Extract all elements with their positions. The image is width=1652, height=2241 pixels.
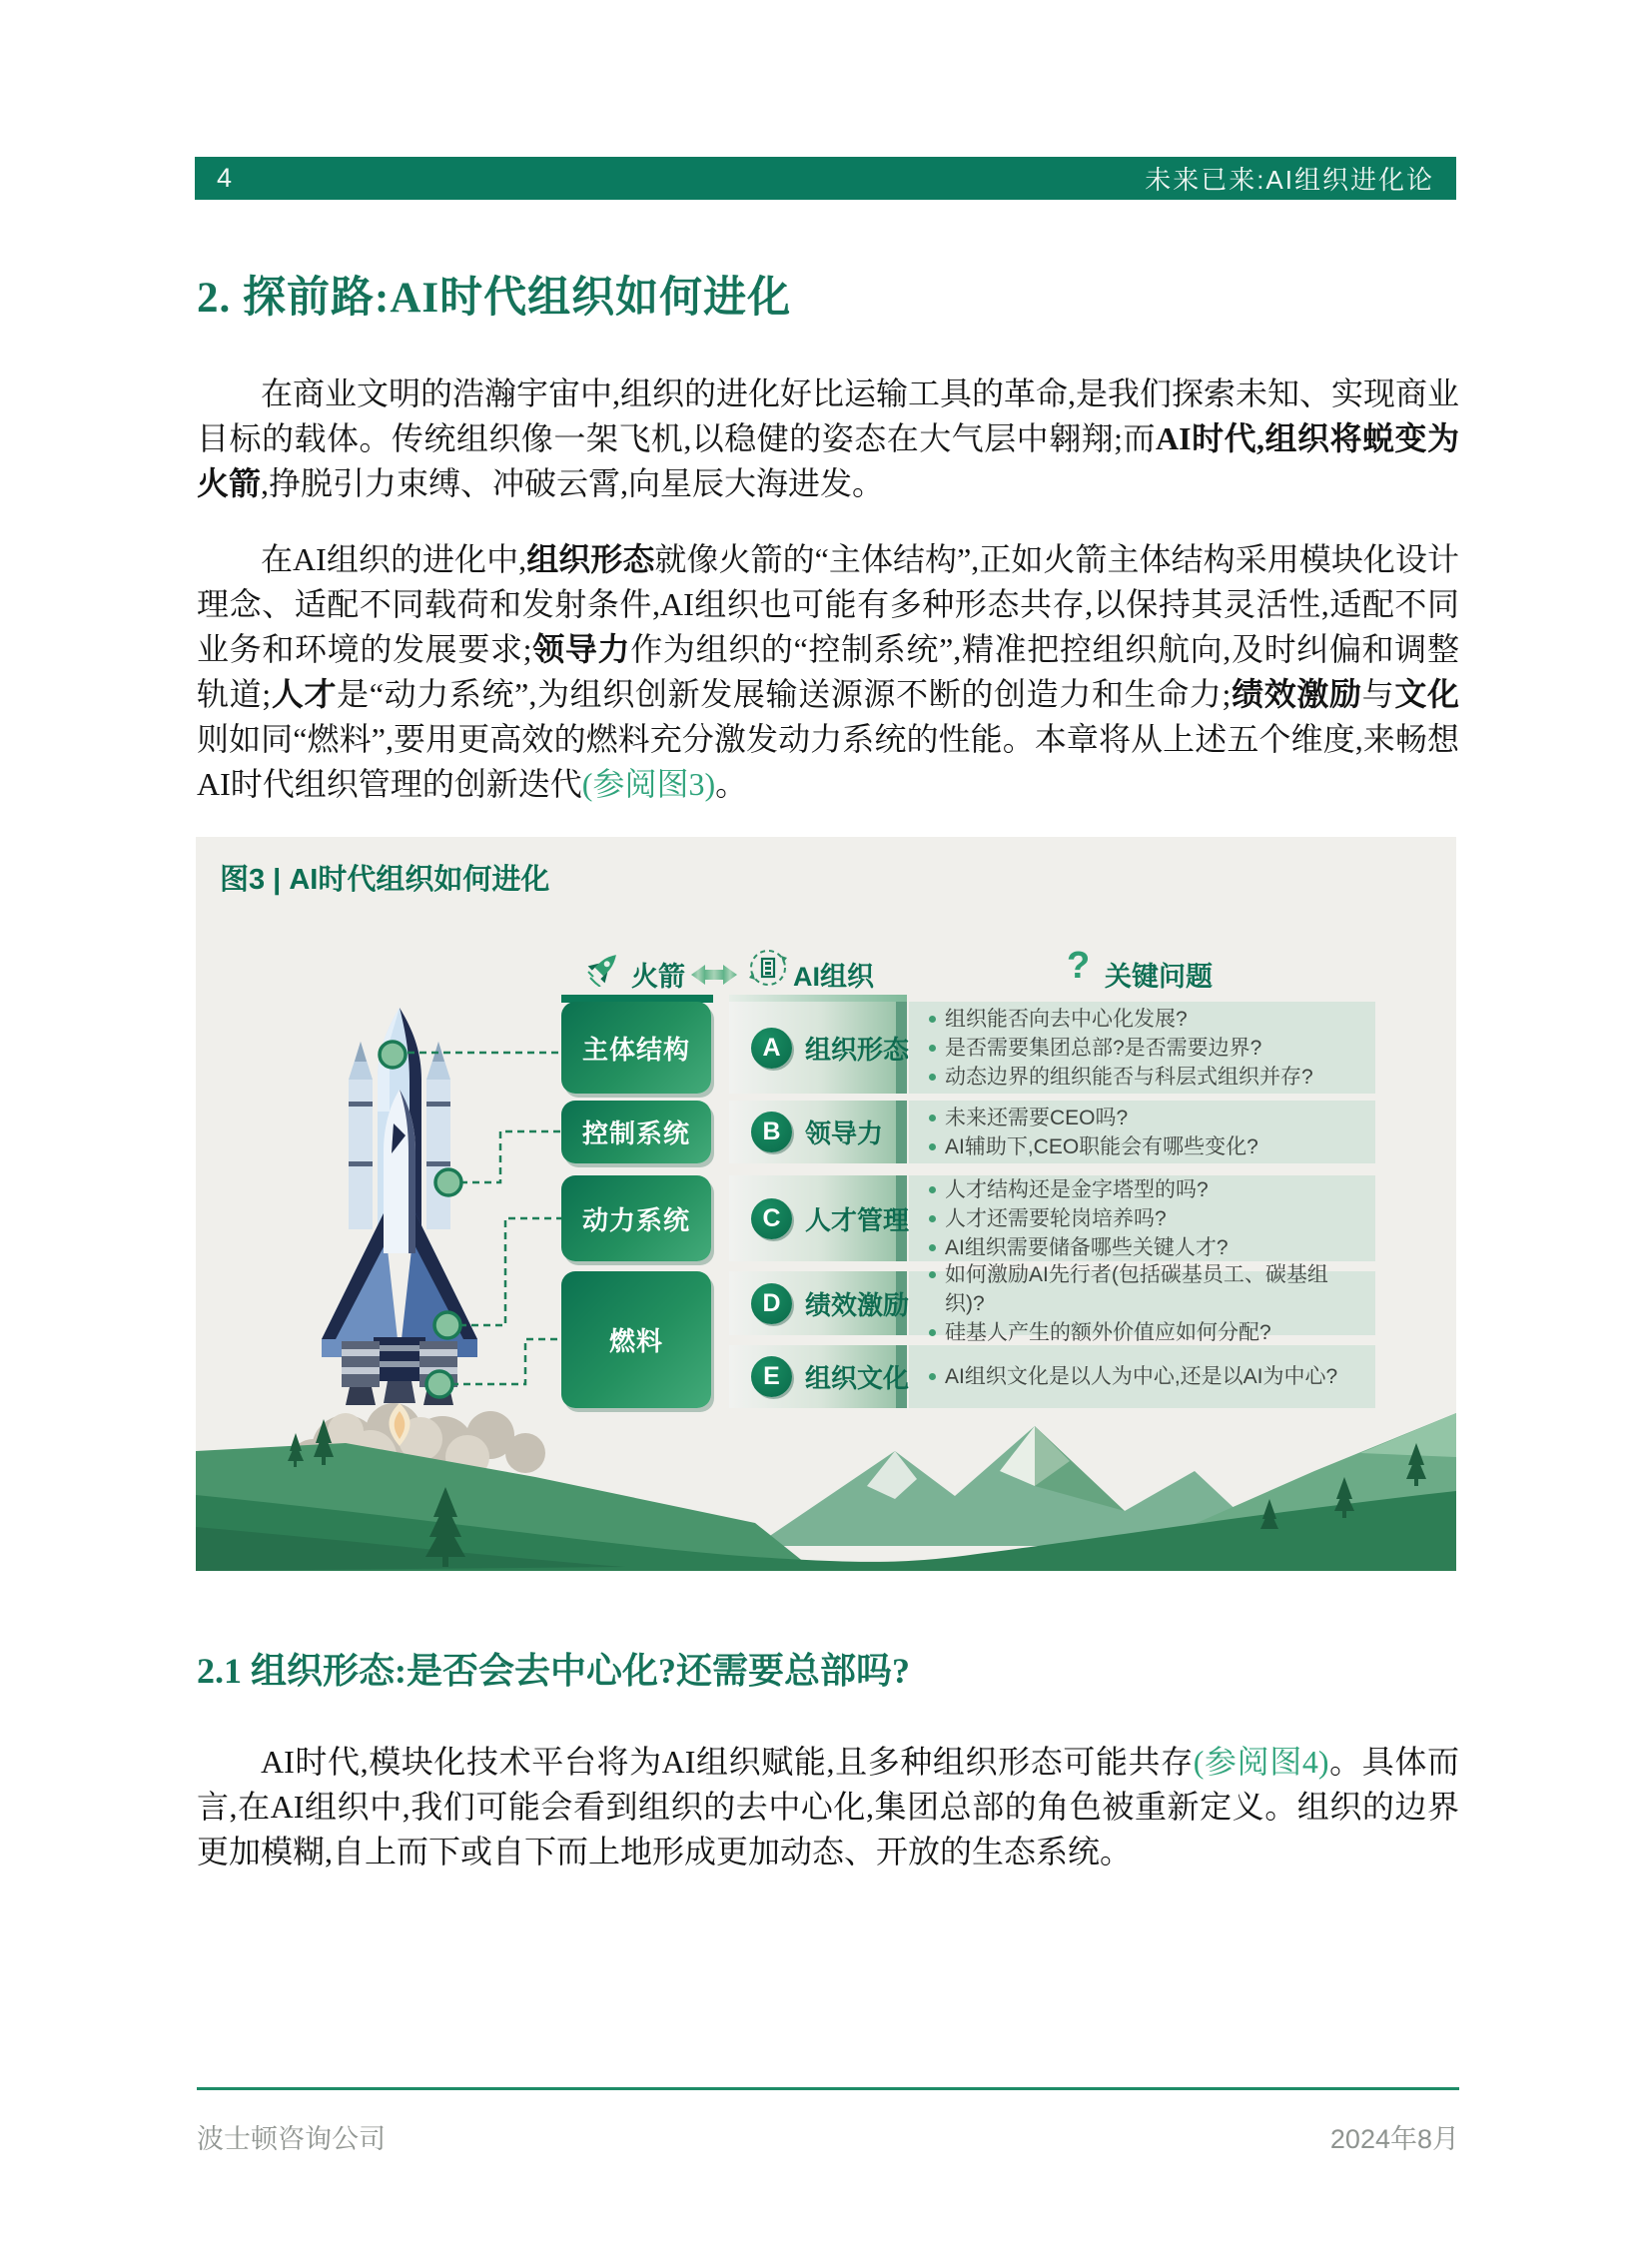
dimension-panel-e — [729, 1345, 910, 1408]
rocket-part-box-structure: 主体结构 — [561, 1002, 711, 1094]
rocket-flame — [389, 1403, 410, 1446]
emphasized-text: AI时代,组织将蜕变为火箭 — [197, 420, 1459, 501]
footer-company: 波士顿咨询公司 — [197, 2124, 386, 2154]
double-arrow-icon — [691, 963, 737, 987]
figure-title: 图3 | AI时代组织如何进化 — [220, 864, 550, 896]
key-question-item: 人才还需要轮岗培养吗? — [927, 1204, 1365, 1233]
dimension-name-c: 人才管理 — [805, 1204, 910, 1235]
rocket-icon — [587, 949, 625, 987]
key-question-item: AI组织需要储备哪些关键人才? — [927, 1233, 1365, 1262]
page-number: 4 — [217, 163, 233, 193]
emphasized-text: 文化 — [1394, 676, 1459, 712]
questions-panel-b — [909, 1101, 1375, 1163]
letter-badge-a: A — [751, 1028, 792, 1069]
questions-panel-e — [909, 1345, 1375, 1408]
text-segment: 在商业文明的浩瀚宇宙中,组织的进化好比运输工具的革命,是我们探索未知、实现商业目标的载体。传统组织像一架飞机,以稳健的姿态在大气层中翱翔;而 — [197, 375, 1460, 456]
key-question-item: 人才结构还是金字塔型的吗? — [927, 1175, 1365, 1204]
footer-date: 2024年8月 — [1329, 2124, 1459, 2154]
dimension-panel-c — [729, 1175, 910, 1261]
text-segment: 就像火箭的“主体结构”,正如火箭主体结构采用模块化设计理念、适配不同载荷和发射条件,AI组织也可能有多种形态共存,以保持其灵活性,适配不同业务和环境的发展要求; — [197, 541, 1459, 667]
key-question-item: 组织能否向去中心化发展? — [927, 1005, 1365, 1034]
key-question-item: 是否需要集团总部?是否需要边界? — [927, 1034, 1365, 1063]
letter-badge-c: C — [751, 1198, 792, 1239]
figure-reference-link[interactable]: (参阅图3) — [581, 766, 716, 802]
emphasized-text: 人才 — [271, 676, 338, 712]
key-question-item: 动态边界的组织能否与科层式组织并存? — [927, 1063, 1365, 1092]
dimension-panel-a — [729, 1002, 910, 1094]
dimension-name-a: 组织形态 — [805, 1034, 910, 1065]
dimension-name-e: 组织文化 — [805, 1363, 910, 1393]
text-segment: 是“动力系统”,为组织创新发展输送源源不断的创造力和生命力; — [337, 676, 1232, 712]
figure-3 — [196, 837, 1456, 1571]
emphasized-text: 组织形态 — [526, 541, 655, 577]
paragraph-2 — [197, 537, 1459, 807]
emphasized-text: 领导力 — [531, 631, 631, 667]
legend-rocket-label: 火箭 — [631, 962, 685, 992]
letter-badge-d: D — [751, 1283, 792, 1324]
text-segment: ,挣脱引力束缚、冲破云霄,向星辰大海进发。 — [261, 465, 885, 501]
paragraph-1 — [197, 372, 1459, 506]
dimension-name-b: 领导力 — [805, 1119, 884, 1148]
section-heading: 2. 探前路:AI时代组织如何进化 — [197, 275, 792, 322]
text-segment: 。具体而言,在AI组织中,我们可能会看到组织的去中心化,集团总部的角色被重新定义。组织的边界更加模糊,自上而下或自下而上地形成更加动态、开放的生态系统。 — [197, 1744, 1459, 1869]
figure-reference-link[interactable]: (参阅图4) — [1193, 1744, 1329, 1780]
dimension-name-d: 绩效激励 — [805, 1289, 910, 1320]
legend-questions-label: 关键问题 — [1105, 962, 1213, 992]
text-segment: 。 — [715, 766, 748, 802]
questions-panel-a — [909, 1002, 1375, 1094]
text-segment: 与 — [1361, 676, 1395, 712]
letter-badge-b: B — [751, 1112, 792, 1152]
key-question-item: 未来还需要CEO吗? — [927, 1104, 1365, 1132]
question-mark-icon: ? — [1067, 945, 1091, 987]
rocket-part-box-fuel: 燃料 — [561, 1271, 711, 1408]
organization-cycle-icon — [747, 947, 789, 989]
page-header-bar — [195, 157, 1456, 200]
footer-divider — [197, 2087, 1459, 2090]
questions-panel-d — [909, 1262, 1375, 1344]
key-question-item: 硅基人产生的额外价值应如何分配? — [927, 1318, 1365, 1347]
letter-badge-e: E — [751, 1356, 792, 1397]
subsection-heading: 2.1 组织形态:是否会去中心化?还需要总部吗? — [197, 1651, 910, 1691]
emphasized-text: 绩效激励 — [1231, 676, 1362, 712]
paragraph-3 — [197, 1740, 1459, 1874]
dimension-panel-d — [729, 1271, 910, 1335]
questions-panel-c — [909, 1175, 1375, 1261]
key-question-item: 如何激励AI先行者(包括碳基员工、碳基组织)? — [927, 1260, 1365, 1318]
text-segment: 在AI组织的进化中, — [261, 541, 527, 577]
text-segment: 作为组织的“控制系统”,精准把控组织航向,及时纠偏和调整轨道; — [197, 631, 1459, 712]
page-header-title: 未来已来:AI组织进化论 — [1145, 165, 1434, 195]
dimension-panel-b — [729, 1101, 907, 1163]
text-segment: 则如同“燃料”,要用更高效的燃料充分激发动力系统的性能。本章将从上述五个维度,来畅想AI时代组织管理的创新迭代 — [197, 721, 1459, 802]
key-question-item: AI组织文化是以人为中心,还是以AI为中心? — [927, 1362, 1365, 1391]
rocket-part-box-power: 动力系统 — [561, 1175, 711, 1261]
text-segment: AI时代,模块化技术平台将为AI组织赋能,且多种组织形态可能共存 — [261, 1744, 1194, 1780]
rocket-illustration — [256, 1002, 565, 1446]
key-question-item: AI辅助下,CEO职能会有哪些变化? — [927, 1132, 1365, 1161]
rocket-part-box-control: 控制系统 — [561, 1101, 711, 1163]
legend-ai-org-label: AI组织 — [793, 962, 874, 992]
